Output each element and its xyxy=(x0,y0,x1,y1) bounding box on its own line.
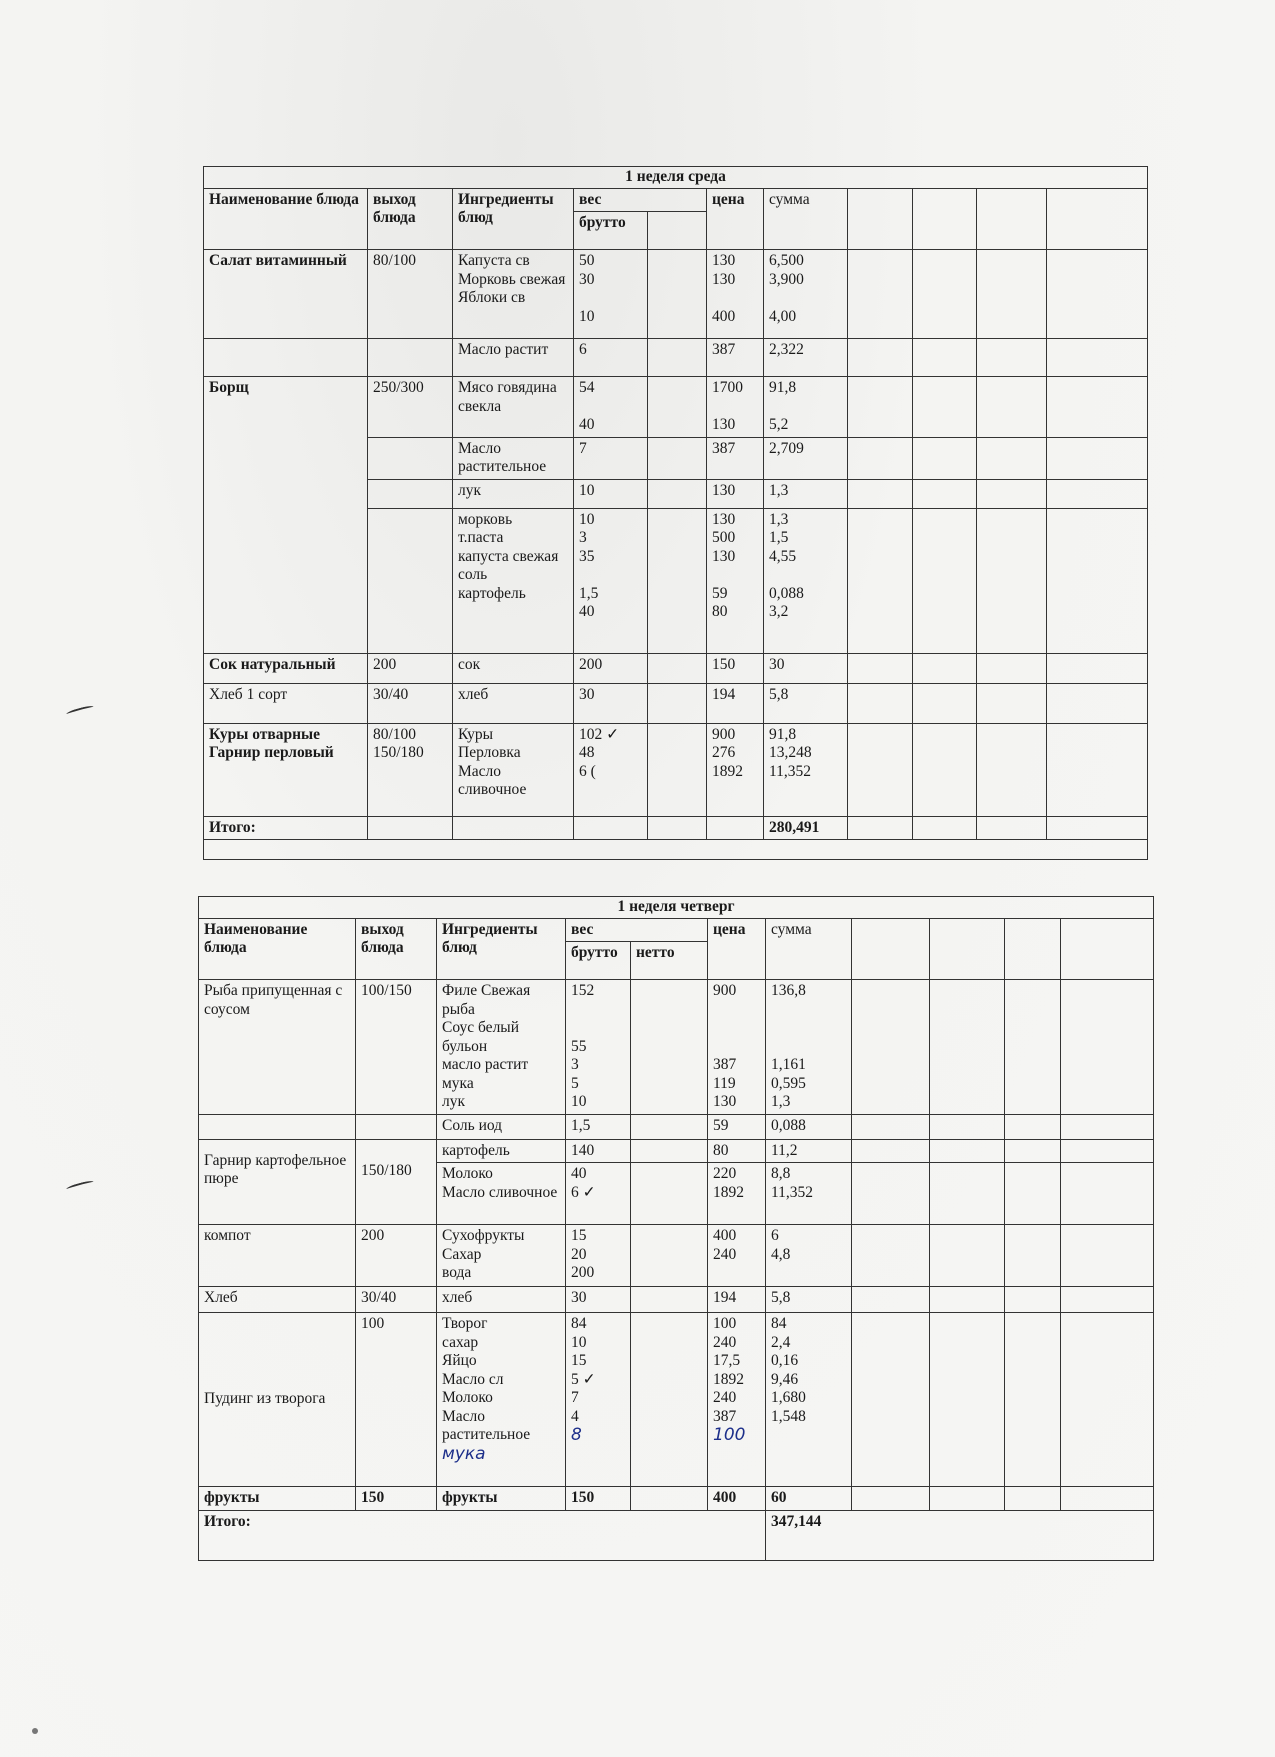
empty-cell xyxy=(977,250,1047,339)
thursday-title: 1 неделя четверг xyxy=(199,897,1154,919)
empty-cell xyxy=(913,437,977,479)
weight-brutto: 10 xyxy=(574,479,648,508)
dish-name: Пудинг из творога xyxy=(199,1313,356,1487)
table-row xyxy=(204,339,1148,377)
sum: 1,3 xyxy=(764,479,848,508)
sum: 91,8 5,2 xyxy=(764,377,848,438)
total-row xyxy=(199,1510,1154,1560)
empty-cell xyxy=(913,250,977,339)
empty-cell xyxy=(1061,1287,1154,1313)
ingredients xyxy=(437,1313,566,1487)
weight-brutto: 6 xyxy=(574,339,648,377)
empty-cell xyxy=(1061,1225,1154,1287)
dish-name: Хлеб xyxy=(199,1287,356,1313)
empty-cell xyxy=(913,508,977,653)
empty-cell xyxy=(1047,508,1148,653)
dish-yield xyxy=(368,437,453,479)
dish-name xyxy=(199,1114,356,1139)
dish-yield xyxy=(356,1114,437,1139)
ingredients: Капуста св Морковь свежая Яблоки св xyxy=(453,250,574,339)
ingredients: лук xyxy=(453,479,574,508)
table-row xyxy=(199,1139,1154,1163)
ingredients: Масло растит xyxy=(453,339,574,377)
empty-cell xyxy=(977,437,1047,479)
weight-brutto: 54 40 xyxy=(574,377,648,438)
price: 400 xyxy=(708,1487,766,1511)
empty-cell xyxy=(1047,339,1148,377)
total-row xyxy=(204,816,1148,840)
ingredients-text: Творог сахар Яйцо Масло сл Молоко Масло растительное xyxy=(442,1315,531,1443)
price: 130 500 130 59 80 xyxy=(707,508,764,653)
empty-cell xyxy=(648,723,707,816)
empty-cell xyxy=(930,980,1005,1115)
ingredients: Масло растительное xyxy=(453,437,574,479)
empty-cell xyxy=(977,723,1047,816)
empty-cell xyxy=(1005,1225,1061,1287)
empty-cell xyxy=(848,683,913,723)
empty-cell xyxy=(1061,1487,1154,1511)
weight-brutto: 150 xyxy=(566,1487,631,1511)
empty-cell xyxy=(1061,1313,1154,1487)
dish-yield: 200 xyxy=(368,653,453,683)
empty-cell xyxy=(1061,1139,1154,1163)
empty-cell xyxy=(848,816,913,840)
dish-yield: 100/150 xyxy=(356,980,437,1115)
empty-cell xyxy=(648,437,707,479)
empty-cell xyxy=(913,816,977,840)
empty-cell xyxy=(913,377,977,438)
empty-cell xyxy=(1005,1287,1061,1313)
dish-name: Салат витаминный xyxy=(204,250,368,339)
weight-brutto: 10 3 35 1,5 40 xyxy=(574,508,648,653)
handwritten-weight: 8 xyxy=(571,1425,582,1445)
dish-name: Сок натуральный xyxy=(204,653,368,683)
dish-yield: 250/300 xyxy=(368,377,453,438)
table-row xyxy=(199,1287,1154,1313)
table-row xyxy=(204,250,1148,339)
empty-cell xyxy=(368,816,453,840)
empty-cell xyxy=(648,339,707,377)
empty-cell xyxy=(1005,918,1061,980)
weight-brutto xyxy=(566,1313,631,1487)
empty-cell xyxy=(1061,980,1154,1115)
empty-cell xyxy=(930,1139,1005,1163)
empty-cell xyxy=(977,339,1047,377)
table-row xyxy=(199,1225,1154,1287)
empty-cell xyxy=(574,816,648,840)
empty-cell xyxy=(977,479,1047,508)
price: 387 xyxy=(707,437,764,479)
empty-cell xyxy=(848,437,913,479)
dish-yield: 150/180 xyxy=(356,1139,437,1225)
sum: 2,709 xyxy=(764,437,848,479)
dish-yield: 30/40 xyxy=(368,683,453,723)
weight-brutto: 15 20 200 xyxy=(566,1225,631,1287)
empty-cell xyxy=(852,1487,930,1511)
sum: 0,088 xyxy=(766,1114,852,1139)
empty-cell xyxy=(913,188,977,250)
wednesday-title: 1 неделя среда xyxy=(204,167,1148,189)
empty-cell xyxy=(1047,816,1148,840)
header-weight: вес xyxy=(574,188,707,212)
sum: 6,500 3,900 4,00 xyxy=(764,250,848,339)
empty-cell xyxy=(977,653,1047,683)
empty-cell xyxy=(648,508,707,653)
empty-cell xyxy=(852,1139,930,1163)
empty-cell xyxy=(631,1163,708,1225)
dish-name: Хлеб 1 сорт xyxy=(204,683,368,723)
empty-cell xyxy=(631,1313,708,1487)
header-yield: выход блюда xyxy=(356,918,437,980)
empty-cell xyxy=(852,1225,930,1287)
weight-brutto: 30 xyxy=(566,1287,631,1313)
empty-cell xyxy=(977,377,1047,438)
price: 80 xyxy=(708,1139,766,1163)
price: 59 xyxy=(708,1114,766,1139)
wednesday-menu-table xyxy=(203,166,1148,860)
handwritten-ingredient: мука xyxy=(442,1443,486,1464)
price: 194 xyxy=(708,1287,766,1313)
empty-cell xyxy=(1005,1487,1061,1511)
ingredients: Соль иод xyxy=(437,1114,566,1139)
ingredients: Молоко Масло сливочное xyxy=(437,1163,566,1225)
table-row xyxy=(199,1114,1154,1139)
ingredients: морковь т.паста капуста свежая соль картофель xyxy=(453,508,574,653)
empty-cell xyxy=(848,377,913,438)
empty-cell xyxy=(930,1163,1005,1225)
empty-cell xyxy=(1061,918,1154,980)
weight-brutto: 7 xyxy=(574,437,648,479)
price xyxy=(708,1313,766,1487)
empty-cell xyxy=(852,1114,930,1139)
empty-cell xyxy=(977,188,1047,250)
empty-cell xyxy=(1061,1114,1154,1139)
empty-cell xyxy=(648,212,707,250)
ingredients: фрукты xyxy=(437,1487,566,1511)
empty-cell xyxy=(852,1313,930,1487)
total-value: 347,144 xyxy=(766,1510,1154,1560)
empty-cell xyxy=(848,723,913,816)
empty-cell xyxy=(631,1139,708,1163)
empty-cell xyxy=(930,1313,1005,1487)
dish-yield xyxy=(368,508,453,653)
ingredients: сок xyxy=(453,653,574,683)
header-dish: Наименование блюда xyxy=(204,188,368,250)
header-weight: вес xyxy=(566,918,708,942)
empty-cell xyxy=(848,188,913,250)
price: 400 240 xyxy=(708,1225,766,1287)
price: 130 xyxy=(707,479,764,508)
empty-cell xyxy=(648,479,707,508)
empty-cell xyxy=(913,479,977,508)
weight-brutto: 40 6 ✓ xyxy=(566,1163,631,1225)
dish-yield: 80/100 150/180 xyxy=(368,723,453,816)
sum: 6 4,8 xyxy=(766,1225,852,1287)
header-ingredients: Ингредиенты блюд xyxy=(453,188,574,250)
table-row xyxy=(204,377,1148,438)
empty-cell xyxy=(648,683,707,723)
dish-yield: 200 xyxy=(356,1225,437,1287)
empty-cell xyxy=(1047,188,1148,250)
empty-cell xyxy=(631,1487,708,1511)
empty-cell xyxy=(848,479,913,508)
price: 150 xyxy=(707,653,764,683)
empty-cell xyxy=(930,1114,1005,1139)
empty-cell xyxy=(852,980,930,1115)
empty-cell xyxy=(1047,437,1148,479)
price-text: 100 240 17,5 1892 240 387 xyxy=(713,1315,744,1425)
header-sum: сумма xyxy=(766,918,852,980)
sum: 136,8 1,161 0,595 1,3 xyxy=(766,980,852,1115)
empty-cell xyxy=(913,723,977,816)
sum: 1,3 1,5 4,55 0,088 3,2 xyxy=(764,508,848,653)
weight-brutto: 50 30 10 xyxy=(574,250,648,339)
empty-cell xyxy=(977,816,1047,840)
header-dish: Наименование блюда xyxy=(199,918,356,980)
dish-name: Гарнир картофельное пюре xyxy=(199,1139,356,1225)
empty-cell xyxy=(1047,479,1148,508)
ingredients: Сухофрукты Сахар вода xyxy=(437,1225,566,1287)
table-row xyxy=(199,980,1154,1115)
empty-cell xyxy=(977,508,1047,653)
dish-name: Борщ xyxy=(204,377,368,654)
empty-cell xyxy=(1005,980,1061,1115)
header-ingredients: Ингредиенты блюд xyxy=(437,918,566,980)
header-brutto: брутто xyxy=(574,212,648,250)
table-row xyxy=(204,723,1148,816)
dish-name: Куры отварные Гарнир перловый xyxy=(204,723,368,816)
empty-cell xyxy=(631,1287,708,1313)
dish-name: фрукты xyxy=(199,1487,356,1511)
ingredients: хлеб xyxy=(437,1287,566,1313)
empty-cell xyxy=(1047,653,1148,683)
price: 387 xyxy=(707,339,764,377)
empty-cell xyxy=(848,250,913,339)
empty-cell xyxy=(852,1163,930,1225)
price: 194 xyxy=(707,683,764,723)
empty-cell xyxy=(848,508,913,653)
sum: 5,8 xyxy=(764,683,848,723)
empty-cell xyxy=(852,918,930,980)
ingredients: Мясо говядина свекла xyxy=(453,377,574,438)
price: 220 1892 xyxy=(708,1163,766,1225)
empty-cell xyxy=(930,1487,1005,1511)
total-value: 280,491 xyxy=(764,816,848,840)
weight-brutto: 152 55 3 5 10 xyxy=(566,980,631,1115)
weight-brutto: 1,5 xyxy=(566,1114,631,1139)
header-netto: нетто xyxy=(631,942,708,980)
dish-name xyxy=(204,339,368,377)
header-price: цена xyxy=(708,918,766,980)
empty-cell xyxy=(848,339,913,377)
sum: 2,322 xyxy=(764,339,848,377)
dish-name: компот xyxy=(199,1225,356,1287)
thursday-menu-table xyxy=(198,896,1154,1561)
empty-cell xyxy=(913,653,977,683)
empty-cell xyxy=(913,683,977,723)
empty-cell xyxy=(1061,1163,1154,1225)
sum: 60 xyxy=(766,1487,852,1511)
header-price: цена xyxy=(707,188,764,250)
header-sum: сумма xyxy=(764,188,848,250)
empty-cell xyxy=(1047,723,1148,816)
dish-yield: 150 xyxy=(356,1487,437,1511)
dish-yield: 80/100 xyxy=(368,250,453,339)
empty-cell xyxy=(631,1114,708,1139)
dish-name: Рыба припущенная с соусом xyxy=(199,980,356,1115)
total-label: Итого: xyxy=(204,816,368,840)
empty-cell xyxy=(1005,1114,1061,1139)
empty-cell xyxy=(648,653,707,683)
empty-cell xyxy=(1005,1163,1061,1225)
weight-brutto: 30 xyxy=(574,683,648,723)
empty-cell xyxy=(453,816,574,840)
empty-cell xyxy=(930,918,1005,980)
total-label: Итого: xyxy=(199,1510,766,1560)
empty-cell xyxy=(648,250,707,339)
empty-cell xyxy=(1047,683,1148,723)
empty-cell xyxy=(648,816,707,840)
header-brutto: брутто xyxy=(566,942,631,980)
weight-brutto: 102 ✓ 48 6 ( xyxy=(574,723,648,816)
table-row xyxy=(199,1313,1154,1487)
empty-footer-row xyxy=(204,840,1148,860)
empty-cell xyxy=(631,980,708,1115)
ingredients: Филе Свежая рыба Соус белый бульон масло растит мука лук xyxy=(437,980,566,1115)
price: 1700 130 xyxy=(707,377,764,438)
sum: 11,2 xyxy=(766,1139,852,1163)
empty-cell xyxy=(1047,250,1148,339)
empty-cell xyxy=(930,1225,1005,1287)
empty-cell xyxy=(707,816,764,840)
sum: 8,8 11,352 xyxy=(766,1163,852,1225)
weight-brutto: 200 xyxy=(574,653,648,683)
table-row xyxy=(204,653,1148,683)
price: 900 276 1892 xyxy=(707,723,764,816)
weight-brutto: 140 xyxy=(566,1139,631,1163)
table-row xyxy=(204,683,1148,723)
dish-yield xyxy=(368,339,453,377)
price: 130 130 400 xyxy=(707,250,764,339)
price: 900 387 119 130 xyxy=(708,980,766,1115)
ingredients: Куры Перловка Масло сливочное xyxy=(453,723,574,816)
sum: 5,8 xyxy=(766,1287,852,1313)
dish-yield: 30/40 xyxy=(356,1287,437,1313)
scan-dot xyxy=(32,1728,38,1734)
sum: 84 2,4 0,16 9,46 1,680 1,548 xyxy=(766,1313,852,1487)
header-yield: выход блюда xyxy=(368,188,453,250)
dish-yield: 100 xyxy=(356,1313,437,1487)
sum: 30 xyxy=(764,653,848,683)
dish-yield xyxy=(368,479,453,508)
empty-cell xyxy=(631,1225,708,1287)
empty-cell xyxy=(1047,377,1148,438)
empty-cell xyxy=(930,1287,1005,1313)
empty-cell xyxy=(848,653,913,683)
ingredients: картофель xyxy=(437,1139,566,1163)
empty-cell xyxy=(977,683,1047,723)
table-row xyxy=(199,1487,1154,1511)
empty-cell xyxy=(1005,1139,1061,1163)
empty-cell xyxy=(913,339,977,377)
handwritten-price: 100 xyxy=(713,1425,746,1445)
empty-cell xyxy=(1005,1313,1061,1487)
weight-brutto-text: 84 10 15 5 ✓ 7 4 xyxy=(571,1315,596,1425)
sum: 91,8 13,248 11,352 xyxy=(764,723,848,816)
ingredients: хлеб xyxy=(453,683,574,723)
empty-cell xyxy=(852,1287,930,1313)
empty-cell xyxy=(648,377,707,438)
